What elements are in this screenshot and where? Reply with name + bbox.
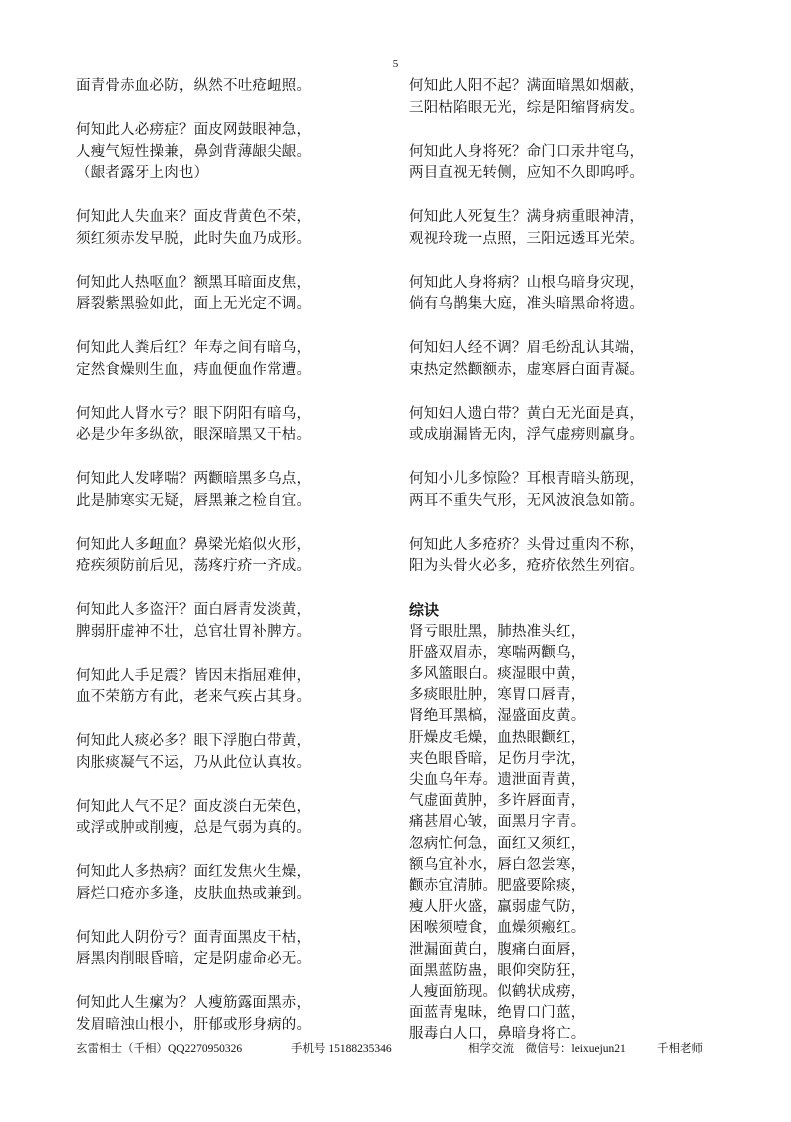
- verse-line: 疮疾须防前后见，荡疼疔疥一齐成。: [76, 558, 312, 574]
- verse-line: 何知妇人遗白带？黄白无光面是真，: [409, 405, 645, 422]
- summary-line: 人瘦面筋现。似鹤状成痨，: [409, 983, 586, 1000]
- verse-line: 唇裂紫黑验如此，面上无光定不调。: [76, 296, 312, 312]
- verse-line: 束热定然颧额赤，虚寒唇白面青凝。: [409, 361, 645, 378]
- verse-line: 何知此人多热病？面红发焦火生燥，: [76, 864, 312, 880]
- summary-line: 肝盛双眉赤，寒喘两颧乌，: [409, 644, 586, 661]
- verse-line: 何知此人死复生？满身病重眼神清，: [409, 209, 645, 225]
- verse-block: [409, 469, 709, 512]
- verse-line: 发眉暗浊山根小，肝郁或形身病的。: [76, 1016, 312, 1033]
- verse-block: [76, 207, 376, 250]
- verse-block: [76, 469, 376, 512]
- verse-line: 倘有乌鹊集大庭，准头暗黑命将遗。: [409, 296, 645, 312]
- verse-line: 何知此人手足震？皆因末指屈难伸，: [76, 667, 312, 684]
- verse-line: 唇烂口疮亦多逢，皮肤血热或兼到。: [76, 885, 312, 902]
- verse-line: 何知此人多衄血？鼻梁光焰似火形，: [76, 536, 312, 553]
- verse-line: 人瘦气短性操兼，鼻剑背薄龈尖龈。: [76, 143, 312, 160]
- verse-line: 何知此人多疮疥？头骨过重肉不称，: [409, 536, 645, 553]
- verse-line: 何知此人阳不起？满面暗黑如烟蔽，: [409, 78, 645, 94]
- verse-line: （龈者露牙上肉也）: [76, 165, 209, 181]
- verse-line: 必是少年多纵欲，眼深暗黑又干枯。: [76, 427, 312, 443]
- verse-block: [76, 928, 376, 971]
- verse-block: [76, 404, 376, 447]
- verse-line: 定然食燥则生血，痔血便血作常遭。: [76, 361, 312, 378]
- summary-line: 瘦人肝火盛，羸弱虚气防，: [409, 899, 586, 916]
- verse-line: 何知小儿多惊险？耳根青暗头筋现，: [409, 471, 645, 487]
- verse-line: 三阳枯陷眼无光，综是阳缩肾病发。: [409, 99, 645, 116]
- summary-line: 痛甚眉心皱，面黑月字青。: [409, 814, 586, 831]
- verse-block: [409, 273, 709, 316]
- verse-line: 血不荣筋方有此，老来气疾占其身。: [76, 689, 312, 705]
- summary-line: 肾绝耳黑槁，湿盛面皮黄。: [409, 708, 586, 725]
- verse-block: [76, 731, 376, 774]
- verse-line: 何知此人发哮喘？两颧暗黑多乌点，: [76, 471, 312, 487]
- verse-block: [409, 535, 709, 578]
- verse-block: [409, 207, 709, 250]
- verse-block: [409, 142, 709, 185]
- summary-section: [409, 600, 709, 1046]
- verse-line: 观视玲珑一点照，三阳远透耳光荣。: [409, 230, 645, 247]
- verse-line: 两目直视无转侧，应知不久即呜呼。: [409, 165, 645, 181]
- right-column: [409, 76, 709, 1046]
- summary-line: 气虚面黄肿，多许唇面青，: [409, 793, 586, 810]
- verse-block: [409, 338, 709, 381]
- verse-line: 面青骨赤血必防，纵然不吐疮衄照。: [76, 78, 312, 94]
- summary-line: 面黑蓝防蛊，眼仰突防狂，: [409, 962, 586, 979]
- summary-line: 多痰眼肚肿，寒胃口唇青，: [409, 687, 586, 704]
- verse-block: [76, 666, 376, 709]
- summary-heading: 综诀: [409, 601, 440, 619]
- verse-line: 何知此人失血来？面皮背黄色不荣，: [76, 209, 312, 225]
- verse-block: [76, 600, 376, 643]
- verse-line: 须红须赤发早脱，此时失血乃成形。: [76, 230, 312, 247]
- verse-line: 何知此人气不足？面皮淡白无荣色，: [76, 798, 312, 815]
- verse-block: [76, 120, 376, 185]
- verse-line: 何知此人身将死？命门口汞井窀乌，: [409, 143, 645, 160]
- verse-line: 何知此人生瘰为？人瘦筋露面黑赤，: [76, 995, 312, 1011]
- footer-wechat: 相学交流 微信号：leixuejun21: [468, 1043, 626, 1055]
- summary-line: 面蓝青鬼昧，绝胃口门蓝，: [409, 1005, 586, 1022]
- verse-line: 何知此人多盗汗？面白唇青发淡黄，: [76, 602, 312, 618]
- verse-line: 肉胀痰凝气不运，乃从此位认真妆。: [76, 754, 312, 771]
- summary-line: 肾亏眼肚黑，肺热准头红，: [409, 623, 586, 640]
- summary-line: 尖血乌年寿。遗泄面青黄，: [409, 771, 586, 788]
- summary-line: 多风篮眼白。痰湿眼中黄，: [409, 665, 586, 682]
- summary-line: 困喉须噎食，血燥须瘢红。: [409, 920, 586, 937]
- verse-line: 何知此人痰必多？眼下浮胞白带黄，: [76, 733, 312, 749]
- verse-block: [76, 76, 376, 98]
- verse-line: 何知此人阴份亏？面青面黑皮干枯，: [76, 929, 312, 946]
- verse-block: [76, 797, 376, 840]
- verse-line: 何知妇人经不调？眉毛纷乱认其端，: [409, 340, 645, 356]
- verse-block: [409, 76, 709, 119]
- verse-block: [76, 338, 376, 381]
- verse-block: [409, 404, 709, 447]
- summary-line: 夹色眼昏暗，足伤月孛沈，: [409, 750, 586, 767]
- verse-line: 何知此人必痨症？面皮网鼓眼神急，: [76, 122, 312, 138]
- verse-block: [76, 993, 376, 1036]
- left-column: [76, 76, 376, 1059]
- summary-line: 忽病忙何急，面红又须红，: [409, 835, 586, 852]
- summary-line: 泄漏面黄白，腹痛白面唇，: [409, 941, 586, 958]
- verse-line: 或浮或肿或削瘦，总是气弱为真的。: [76, 820, 312, 836]
- footer-teacher: 千相老师: [657, 1043, 703, 1055]
- summary-line: 肝燥皮毛燥，血热眼颧红，: [409, 729, 586, 746]
- footer-author: 玄雷相士（千相）QQ2270950326: [76, 1043, 243, 1055]
- summary-line: 服毒白人口，鼻暗身将亡。: [409, 1026, 586, 1043]
- verse-line: 何知此人粪后红？年寿之间有暗乌，: [76, 340, 312, 356]
- verse-line: 何知此人热呕血？额黑耳暗面皮焦，: [76, 274, 312, 291]
- summary-line: 额乌宜补水，唇白忽尝寒，: [409, 856, 586, 873]
- footer-phone: 手机号 15188235346: [291, 1043, 392, 1055]
- verse-line: 阳为头骨火必多，疮疥依然生列宿。: [409, 558, 645, 574]
- verse-block: [76, 535, 376, 578]
- verse-line: 此是肺寒实无疑，唇黑兼之检自宜。: [76, 492, 312, 509]
- verse-line: 或成崩漏皆无肉，浮气虚痨则羸身。: [409, 427, 645, 443]
- verse-line: 唇黑肉削眼昏暗，定是阴虚命必无。: [76, 951, 312, 967]
- verse-block: [76, 862, 376, 905]
- verse-line: 何知此人肾水亏？眼下阴阳有暗乌，: [76, 405, 312, 422]
- verse-line: 脾弱肝虚神不壮，总官壮胃补脾方。: [76, 623, 312, 640]
- page-number: 5: [392, 58, 399, 70]
- summary-line: 颧赤宜清肺。肥盛要除痰，: [409, 877, 586, 894]
- verse-block: [76, 273, 376, 316]
- verse-line: 两耳不重失气形，无风波浪急如箭。: [409, 492, 645, 509]
- verse-line: 何知此人身将病？山根乌暗身灾现，: [409, 274, 645, 291]
